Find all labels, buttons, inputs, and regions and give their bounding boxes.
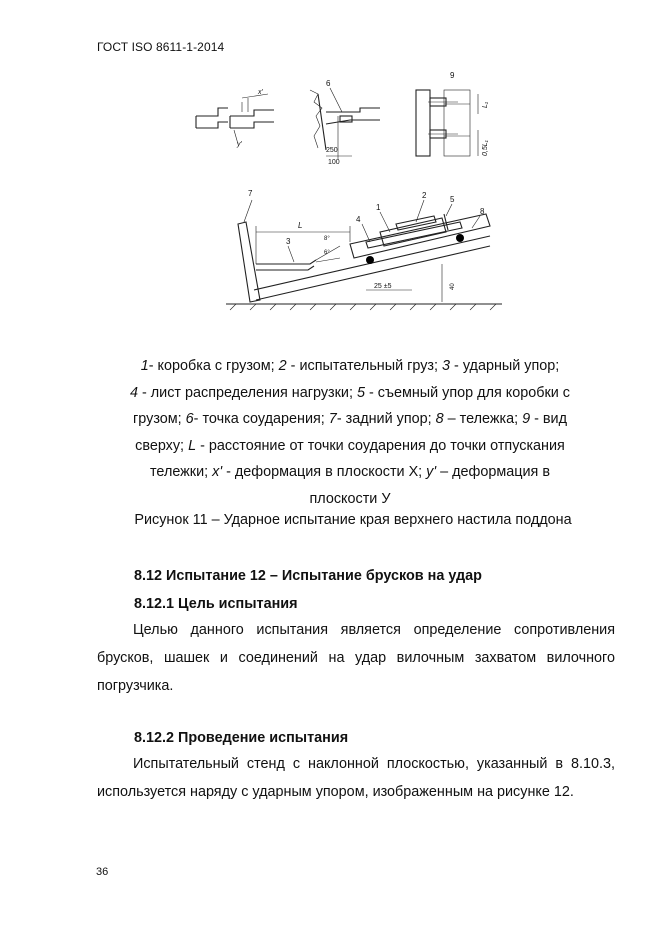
- figure-caption: Рисунок 11 – Ударное испытание края верхнего настила поддона: [134, 512, 572, 528]
- label-8deg: 8°: [324, 236, 330, 242]
- legend-line: тележки; x' - деформация в плоскости Х; y' – деформация в: [149, 464, 550, 481]
- label-2: 2: [422, 191, 427, 200]
- section-heading-8-12-2: 8.12.2 Проведение испытания: [134, 730, 349, 746]
- figure-legend: [100, 353, 600, 513]
- detail-deformation: [196, 89, 274, 148]
- label-5: 5: [450, 195, 455, 204]
- legend-line: 1- коробка с грузом; 2 - испытательный груз; 3 - ударный упор;: [140, 358, 560, 374]
- legend-line: грузом; 6- точка соударения; 7- задний упор; 8 – тележка; 9 - вид: [133, 411, 567, 428]
- label-L1: L₁: [482, 101, 489, 108]
- label-7: 7: [248, 189, 253, 198]
- label-4: 4: [356, 215, 361, 224]
- label-half-L1: 0,5L₁: [482, 140, 489, 156]
- paragraph-purpose: Целью данного испытания является определение сопротивления брусков, шашек и соединений на удар вилочным захватом вилочного погрузчика.: [97, 622, 615, 694]
- paragraph-procedure: Испытательный стенд с наклонной плоскостью, указанный в 8.10.3, используется наряду с ударным упором, изображенным на рисунке 12.: [97, 756, 615, 800]
- document-header: ГОСТ ISO 8611-1-2014: [97, 40, 225, 54]
- legend-line: 4 - лист распределения нагрузки; 5 - съемный упор для коробки с: [129, 384, 571, 401]
- detail-top-view: [416, 71, 489, 156]
- label-3: 3: [286, 237, 291, 246]
- legend-line: сверху; L - расстояние от точки соударения до точки отпускания: [135, 437, 565, 454]
- label-1: 1: [376, 203, 381, 212]
- detail-impact-point: [310, 79, 380, 166]
- label-25: 25 ±5: [374, 283, 392, 290]
- label-8: 8: [480, 207, 485, 216]
- label-xprime: x': [258, 89, 263, 96]
- section-heading-8-12-1: 8.12.1 Цель испытания: [134, 596, 298, 612]
- label-yprime: y': [237, 141, 242, 148]
- section-heading-8-12: 8.12 Испытание 12 – Испытание брусков на удар: [134, 568, 482, 584]
- page-number: 36: [96, 866, 109, 878]
- label-100: 100: [328, 159, 340, 166]
- label-6: 6: [326, 79, 331, 88]
- label-9: 9: [450, 71, 455, 80]
- label-40: 40: [450, 283, 456, 290]
- label-6deg: 6°: [324, 250, 330, 256]
- label-L: L: [298, 221, 303, 230]
- label-250: 250: [326, 147, 338, 154]
- impact-test-figure: [190, 64, 510, 324]
- detail-incline-test: [226, 189, 502, 310]
- legend-line: плоскости У: [309, 490, 391, 507]
